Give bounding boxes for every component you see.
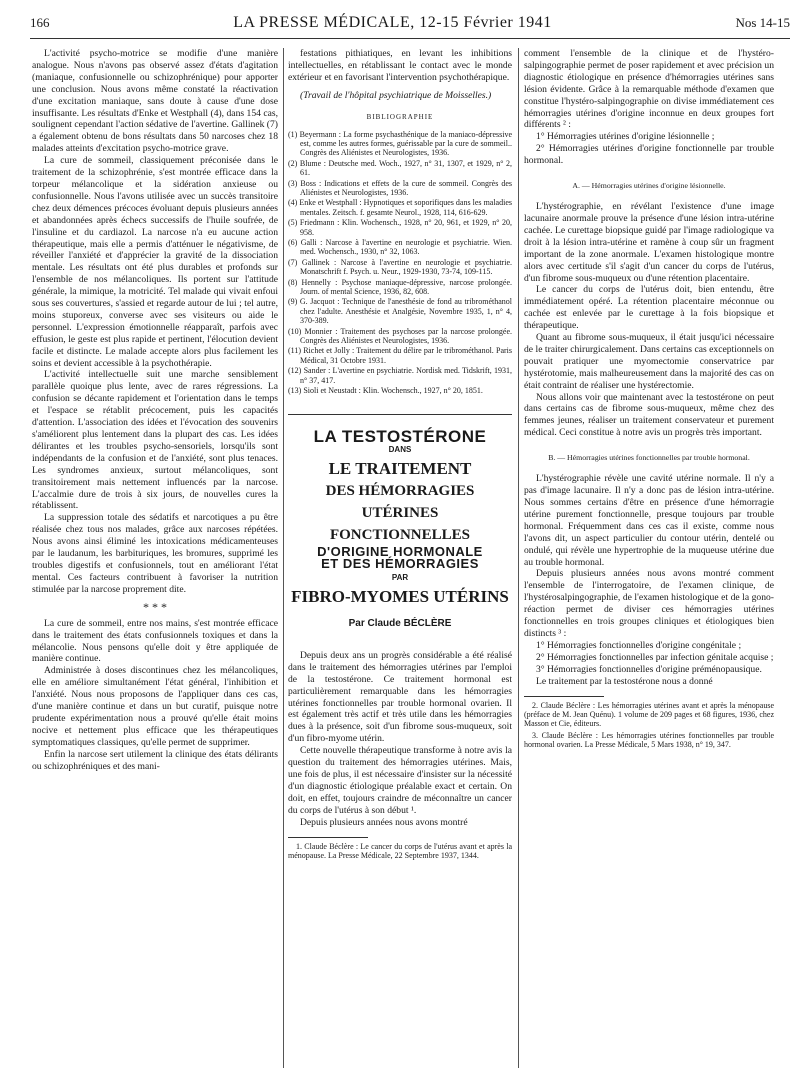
title-line: DANS [388, 445, 412, 455]
paragraph: Cette nouvelle thérapeutique transforme à notre avis la question du traitement des hémorragies utérines. Mais, une fois de plus, il est nécessaire d'insister sur la nécessité d'un diagnostic étiologique préalable exact et certain. On doit, en effet, toujours craindre de méconnaître un cancer du corps de l'utérus à son début ¹. [288, 745, 512, 816]
issue-date: 12-15 Février 1941 [419, 14, 552, 31]
paragraph: comment l'ensemble de la clinique et de l'hystéro-salpingographie permet de poser rapidement et avec précision un diagnostic étiologique en présence d'hémorragies utérines sans lésion évidente. Grâce à la remarquable méthode d'examen que constitue l'hystéro-salpingographie on divise immédiatement ces hémorragies utérines d'origine inconnue en deux groupes fort différents ² : [524, 48, 774, 131]
section-heading-b: B. — Hémorragies utérines fonctionnelles par trouble hormonal. [548, 453, 750, 463]
title-line: LA TESTOSTÉRONE [313, 426, 487, 446]
bibliography-entry: (11) Richet et Jolly : Traitement du délire par le tribrométhanol. Paris Médical, 31 Octobre 1931. [288, 346, 512, 365]
journal-title: LA PRESSE MÉDICALE, [233, 14, 415, 31]
paragraph: Le cancer du corps de l'utérus doit, bien entendu, être immédiatement opéré. La rétention placentaire méconnue ou cachée est enlevée par le curettage à la fois biopsique et thérapeutique. [524, 284, 774, 332]
bibliography-entry: (6) Galli : Narcose à l'avertine en neurologie et psychiatrie. Wien. med. Wochensch., 1930, n° 32, 1063. [288, 238, 512, 257]
list-item: 1° Hémorragies utérines d'origine lésionnelle ; [536, 131, 715, 143]
bibliography-entry: (13) Sioli et Neustadt : Klin. Wochensch., 1927, n° 20, 1851. [288, 386, 483, 396]
bibliography-entry: (2) Blume : Deutsche med. Woch., 1927, n° 31, 1307, et 1929, n° 2, 61. [288, 158, 512, 178]
paragraph: La suppression totale des sédatifs et narcotiques a pu être réalisée chez tous nos malades, grâce aux narcoses répétées. Nous avons ainsi éliminé les intoxications médicamenteuses par le laudanum, les barbituriques, les bromures, supprimé les troubles digestifs et confusionnels, tout en améliorant l'état mental. Ces facteurs contribuent à favoriser la nutrition stimulée par la narcose proprement dite. [32, 512, 278, 595]
footnotes [524, 701, 774, 750]
footnote-rule [524, 696, 604, 697]
list-item: 2° Hémorragies utérines d'origine fonctionnelle par trouble hormonal. [524, 143, 774, 167]
list-item: 3° Hémorragies fonctionnelles d'origine préménopausique. [536, 663, 762, 675]
footnote: 2. Claude Béclère : Les hémorragies utérines avant et après la ménopause (préface de M. Jean Quénu). 1 volume de 209 pages et 68 figures, 1936, chez Masson et Cie, éditeurs. [524, 700, 774, 729]
bibliography-list [288, 130, 512, 396]
bibliography-entry: (12) Sander : L'avertine en psychiatrie. Nordisk med. Tidskrift, 1931, n° 37, 417. [288, 366, 512, 385]
bibliography-entry: (1) Beyermann : La forme psychasthénique de la maniaco-dépressive est, comme les autres formes, guérissable par la cure de sommeil.. Congrès des Aliénistes et Neurologistes, 1936. [288, 129, 512, 158]
paragraph: Quant au fibrome sous-muqueux, il était jusqu'ici nécessaire de le traiter chirurgicalement. Dans certains cas exceptionnels on pouvait pratiquer une myomectomie conservatrice par hystérotomie, mais malheureusement dans la majorité des cas on était contraint de réaliser une hystérectomie. [524, 332, 774, 391]
list-item: 1° Hémorragies fonctionnelles d'origine congénitale ; [536, 639, 742, 651]
paragraph: L'activité psycho-motrice se modifie d'une manière analogue. Nous n'avons pas observé assez d'états d'agitation (maniaque, confusionnelle ou schizophrénique) pour apporter une conclusion. Nous avons même constaté la réactivation d'une excitation maniaque, sans doute à cause d'une dose insuffisante. Les résultats d'Enke et Westphall (4), dans 154 cas, soulignent cependant l'action sédative de l'avertine. Gallinek (7) a également obtenu de bons résultats dans 50 narcoses chez 18 malades atteints d'excitation psycho-motrice grave. [32, 48, 278, 155]
affiliation: (Travail de l'hôpital psychiatrique de Moisselles.) [300, 89, 492, 101]
paragraph: Administrée à doses discontinues chez les mélancoliques, elle en améliore simultanément l'état général, l'inhibition et l'anxiété. Nous nous proposons de l'appliquer dans ces cas, d'une manière continue et dans un but curatif, puisque notre prudente expérimentation nous a prouvé qu'elle était moins nocive et nettement plus efficace que les thérapeutiques symptomatiques classiques, qu'elle permet de supprimer. [32, 665, 278, 748]
footnotes [288, 842, 512, 861]
title-line: LE TRAITEMENT [328, 459, 472, 479]
column-left [32, 48, 278, 772]
paragraph: festations pithiatiques, en levant les inhibitions intellectuelles, en rétablissant le contact avec le monde extérieur et en favorisant l'intervention psychothérapique. [288, 48, 512, 83]
asterism: * * * [143, 599, 167, 614]
title-line: FONCTIONNELLES [329, 527, 471, 544]
title-line: D'ORIGINE HORMONALE [317, 544, 483, 560]
column-divider [283, 48, 284, 1068]
paragraph: Depuis plusieurs années nous avons montré [300, 816, 468, 828]
paragraph: Le traitement par la testostérone nous a donné [536, 675, 713, 687]
bibliography-heading: BIBLIOGRAPHIE [366, 112, 434, 121]
title-line: ET DES HÉMORRAGIES [321, 556, 479, 572]
title-line: PAR [391, 573, 409, 583]
paragraph: Nous allons voir que maintenant avec la testostérone on peut dans certains cas de fibrome sous-muqueux, même chez des femmes jeunes, réaliser un traitement conservateur et purement médical. Ceci constitue à notre avis un progrès très important. [524, 391, 774, 439]
bibliography-entry: (4) Enke et Westphall : Hypnotiques et soporifiques dans les maladies mentales. Zeitsch. f. gesamte Neurol., 1928, 114, 616-629. [288, 198, 512, 217]
paragraph: Depuis plusieurs années nous avons montré comment l'ensemble de l'interrogatoire, de l'examen clinique, de l'hystérosalpingographie, de l'examen histologique et de la gono-réaction permet de diviser ces hémorragies utérines fonctionnelles en trois groupes cliniques et étiologiques bien distincts ³ : [524, 568, 774, 639]
issue-number: Nos 14-15 [735, 15, 790, 30]
title-line: DES HÉMORRAGIES UTÉRINES [325, 483, 475, 522]
paragraph: Depuis deux ans un progrès considérable a été réalisé dans le traitement des hémorragies utérines par l'emploi de la testostérone. Ce traitement hormonal est particulièrement remarquable dans les hémorragies utérines fonctionnelles par trouble hormonal ovarien. Il est également très actif et très utile dans les hémorragies dues à la présence, soit d'un fibrome sous-muqueux, soit d'un fibro-myome utérin. [288, 649, 512, 745]
bibliography-entry: (5) Friedmann : Klin. Wochensch., 1928, n° 20, 961, et 1929, n° 20, 958. [288, 218, 512, 237]
paragraph: Enfin la narcose sert utilement la clinique des états délirants ou schizophréniques et des mani- [32, 748, 278, 772]
bibliography-entry: (3) Boss : Indications et effets de la cure de sommeil. Congrès des Aliénistes et Neurologistes, 1936. [288, 178, 512, 197]
article-author: Par Claude BÉCLÈRE [348, 618, 452, 630]
paragraph: L'activité intellectuelle suit une marche sensiblement parallèle quoique plus lente, avec de rares régressions. La confusion se décante rapidement et l'orientation dans le temps et l'espace se rétablit précocement, puis les capacités d'attention. L'association des idées et l'évocation des souvenirs s'améliorent plus lentement dans la plupart des cas. Les idées délirantes et les troubles psycho-sensoriels, lorsqu'ils sont indépendants de la confusion et de l'anxiété, sont plus tenaces. Les syndromes anxieux, surtout mélancoliques, sont transitoirement mais nettement influencés par la narcose. L'accalmie dure de trois à six jours, de nouvelles cures la rétablissent. [32, 369, 278, 512]
footnote: 1. Claude Béclère : Le cancer du corps de l'utérus avant et après la ménopause. La Presse Médicale, 22 Septembre 1937, 1344. [288, 841, 512, 860]
bibliography-entry: (8) Hennelly : Psychose maniaque-dépressive, narcose prolongée. Journ. of mental Science, 1936, 82, 608. [288, 277, 512, 297]
page-header [30, 8, 790, 39]
paragraph: L'hystérographie, en révélant l'existence d'une image lacunaire anormale prouve la présence d'une lésion intra-utérine cachée. Le curettage biopsique guidé par l'image radiologique va droit à la lésion intra-utérine et ramène à coup sûr un fragment important de la zone anormale. L'examen histologique montre alors avec certitude s'il s'agit d'un cancer du corps de l'utérus, d'un fibrome sous-muqueux ou d'une rétention placentaire. [524, 201, 774, 284]
page-number: 166 [30, 15, 50, 30]
column-right [524, 48, 774, 752]
footnote: 3. Claude Béclère : Les hémorragies utérines fonctionnelles par trouble hormonal ovarien. La Presse Médicale, 5 Mars 1938, n° 19, 347. [524, 730, 774, 750]
list-item: 2° Hémorragies fonctionnelles par infection génitale acquise ; [536, 651, 774, 663]
column-divider [518, 48, 519, 1068]
footnote-rule [288, 837, 368, 838]
bibliography-entry: (9) G. Jacquot : Technique de l'anesthésie de fond au tribrométhanol chez l'adulte. Anesthésie et Analgésie, Novembre 1935, 1, n° 4, 370-389. [288, 297, 512, 326]
column-middle [288, 48, 512, 862]
article-title [288, 414, 512, 630]
paragraph: La cure de sommeil, entre nos mains, s'est montrée efficace dans le traitement des états confusionnels toxiques et dans la mélancolie. Nous pensons qu'elle doit y être appliquée de manière continue. [32, 617, 278, 665]
bibliography-entry: (7) Gallinek : Narcose à l'avertine en neurologie et psychiatrie. Monatschrift f. Psych. u. Neur., 1929-1930, 73-74, 109-115. [288, 257, 512, 277]
title-line: FIBRO-MYOMES UTÉRINS [291, 587, 509, 607]
bibliography-entry: (10) Monnier : Traitement des psychoses par la narcose prolongée. Congrès des Aliénistes et Neurologistes, 1936. [288, 326, 512, 346]
section-heading-a: A. — Hémorragies utérines d'origine lésionnelle. [572, 181, 726, 191]
paragraph: La cure de sommeil, classiquement préconisée dans le traitement de la schizophrénie, s'est montrée efficace dans la torpeur mélancolique et la sidération anxieuse ou confusionnelle. Nous l'avons utilisée avec un succès transitoire chez deux démences précoces évoluant depuis plusieurs années et abandonnées après échecs successifs de l'huile soufrée, de l'insuline et du cardiazol. La narcose n'a eu aucune action thérapeutique, mais elle a permis d'atténuer le négativisme, de réveiller l'anxiété et d'apprécier la gravité de la dissociation mentale. Les résultats ont été plus durables et profonds sur l'ensemble de nos mélancoliques. Ils portent sur l'attitude générale, la mimique, la motricité. Tel malade qui vivait enfoui sous ses couvertures, s'assied et regarde autour de lui ; tel autre, moins stuporeux, converse avec ses visiteurs ou aide le personnel. L'expression émotionnelle réapparaît, parfois avec effusion, le geste est plus rapide et pertinent, l'élocution devient facile et distincte. Le malade accepte alors plus facilement les soins et devient accessible à la psychothérapie. [32, 155, 278, 369]
paragraph: L'hystérographie révèle une cavité utérine normale. Il n'y a pas d'image lacunaire. Il n'y a donc pas de lésion intra-utérine. Nous sommes certains d'être en présence d'une hémorragie utérine purement fonctionnelle, presque toujours par trouble hormonal. Fréquemment dans ces cas il existe, comme nous l'avons dit, un aspect particulier du contour utérin, dentelé ou ondulé, qui révèle une hypertrophie de la muqueuse utérine due au trouble hormonal. [524, 473, 774, 568]
